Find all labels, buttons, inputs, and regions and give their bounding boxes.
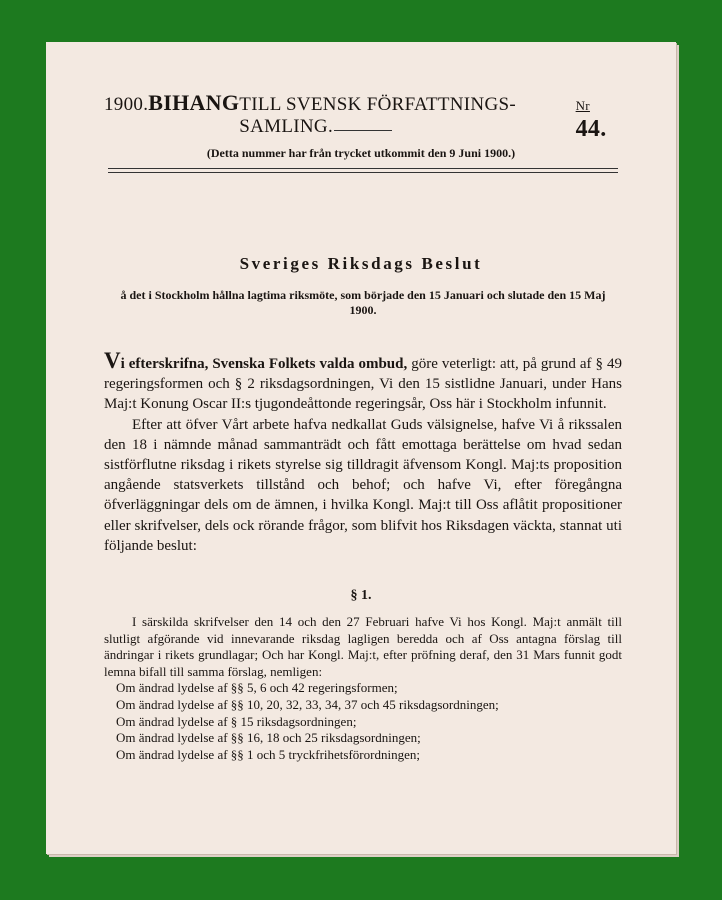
paragraph-1 [104,348,622,415]
header-nr-label: Nr [575,98,590,113]
paragraph-2: Efter att öfver Vårt arbete hafva nedkallat Guds välsignelse, hafve Vi å rikssalen den 18 i nämnde månad sammanträdt och fått emottaga berättelse om hvad sedan sistförflutne riksdag i rikets styrelse sig tilldragit äfvensom Kongl. Maj:ts proposition angående statsverkets tillstånd och behof; och hafve Vi, efter föregångna öfverläggningar dels om de ämnen, i hvilka Kongl. Maj:t till Oss aflåtit propositioner eller skrifvelser, dels ock rörande frågor, som blifvit hos Riksdagen väckta, stannat uti följande beslut: [104,416,622,554]
list-item: Om ändrad lydelse af §§ 16, 18 och 25 riksdagsordningen; [116,730,421,746]
list-item: Om ändrad lydelse af §§ 10, 20, 32, 33, 34, 37 och 45 riksdagsordningen; [116,696,499,712]
document-page [46,42,676,854]
double-rule [108,168,618,173]
paragraph-1-rest: göre veterligt: att, på grund af § 49 regeringsformen och § 2 riksdagsordningen, Vi den 15 sistlidne Januari, under Hans Maj:t Konung Oscar II:s tjugondeåttonde regeringsår, Oss här i Stockholm infunnit. [104,356,622,413]
drop-cap: V [104,348,121,373]
page-header [104,90,624,143]
header-rest: TILL SVENSK FÖRFATTNINGS-SAMLING. [239,94,516,137]
list-item: Om ändrad lydelse af §§ 1 och 5 tryckfrihetsförordningen; [116,746,420,762]
header-bihang: BIHANG [148,90,240,115]
header-year: 1900. [104,94,149,115]
list-item: Om ändrad lydelse af §§ 5, 6 och 42 regeringsformen; [116,680,398,696]
publication-note: (Detta nummer har från trycket utkommit den 9 Juni 1900.) [206,146,516,160]
document-title: Sveriges Riksdags Beslut [239,254,483,273]
header-nr-value: 44. [575,116,607,142]
document-subtitle: å det i Stockholm hållna lagtima riksmöte, som började den 15 Januari och slutade den 15 Maj 1900. [120,288,606,317]
section-paragraph: I särskilda skrifvelser den 14 och den 27 Februari hafve Vi hos Kongl. Maj:t anmält till slutligt afgörande vid innevarande riksdag lagligen beredda och af Oss antagna förslag till ändringar i rikets grundlagar; Och har Kongl. Maj:t, efter pröfning deraf, den 31 Mars funnit godt lemna bifall till samma förslag, nemligen: [104,614,622,679]
short-rule [334,130,392,131]
lead-phrase: i efterskrifna, Svenska Folkets valda ombud, [120,356,408,372]
section-body [104,614,622,763]
section-heading: § 1. [350,588,372,603]
list-item: Om ändrad lydelse af § 15 riksdagsordningen; [116,713,357,729]
main-text [104,348,622,556]
